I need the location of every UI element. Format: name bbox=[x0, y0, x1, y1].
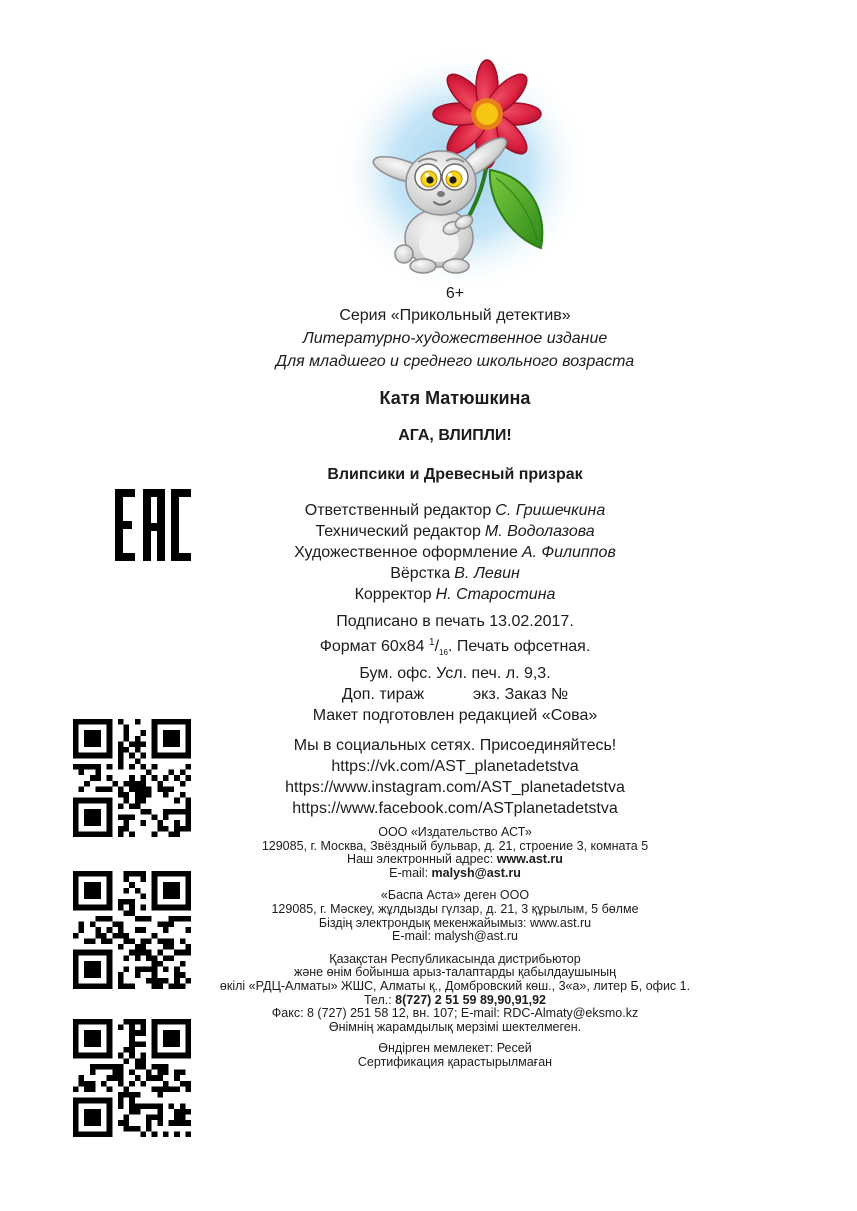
origin-block bbox=[95, 1042, 815, 1069]
distributor-phone: Тел.: 8(727) 2 51 59 89,90,91,92 bbox=[363, 992, 546, 1007]
publisher-ru-web: Наш электронный адрес: www.ast.ru bbox=[347, 852, 563, 867]
certification-line: Сертификация қарастырылмаған bbox=[357, 1054, 553, 1069]
bunny-flower-art bbox=[340, 42, 600, 287]
publisher-kz-name: «Баспа Аста» деген ООО bbox=[380, 888, 530, 903]
layout-line: Макет подготовлен редакцией «Сова» bbox=[312, 707, 598, 724]
publisher-kz-email: E-mail: malysh@ast.ru bbox=[392, 929, 518, 944]
distributor-line-3: өкілі «РДЦ-Алматы» ЖШС, Алматы қ., Домбровский көш., 3«а», литер Б, офис 1. bbox=[219, 978, 691, 993]
social-link-vk[interactable]: https://vk.com/AST_planetadetstva bbox=[331, 758, 579, 775]
series-line: Серия «Прикольный детектив» bbox=[339, 307, 571, 324]
book-subtitle: Влипсики и Древесный призрак bbox=[327, 466, 583, 483]
bunny-nose bbox=[437, 191, 445, 197]
origin-country-line: Өндірген мемлекет: Ресей bbox=[378, 1041, 532, 1056]
social-heading: Мы в социальных сетях. Присоединяйтесь! bbox=[293, 737, 617, 754]
publisher-ru-name: ООО «Издательство АСТ» bbox=[378, 825, 532, 839]
flower-center bbox=[476, 103, 498, 125]
distributor-fax: Факс: 8 (727) 251 58 12, вн. 107; E-mail: RDC-Almaty@eksmo.kz bbox=[271, 1006, 639, 1021]
shelf-life-line: Өнімнің жарамдылық мерзімі шектелмеген. bbox=[328, 1019, 582, 1034]
signed-to-print-line: Подписано в печать 13.02.2017. bbox=[336, 613, 574, 630]
age-rating: 6+ bbox=[445, 285, 465, 302]
publisher-kz-block bbox=[95, 889, 815, 943]
publisher-kz-address: 129085, г. Мәскеу, жұлдызды гүлзар, д. 21, 3 құрылым, 5 бөлме bbox=[271, 901, 639, 916]
credit-line: Корректор Н. Старостина bbox=[354, 586, 556, 603]
tirazh-line: Доп. тираж экз. Заказ № bbox=[341, 686, 569, 703]
book-title: АГА, ВЛИПЛИ! bbox=[398, 427, 512, 444]
publisher-ru-block bbox=[95, 826, 815, 880]
credits-block bbox=[95, 500, 815, 605]
publisher-ru-address: 129085, г. Москва, Звёздный бульвар, д. 21, строение 3, комната 5 bbox=[261, 838, 649, 853]
fraction-denominator: 16 bbox=[439, 648, 448, 657]
author-name: Катя Матюшкина bbox=[379, 388, 531, 408]
credit-line: Вёрстка В. Левин bbox=[390, 565, 520, 582]
audience-line: Для младшего и среднего школьного возраста bbox=[275, 353, 635, 370]
format-line: Формат 60х84 $^1/_{16}$. Печать офсетная. bbox=[319, 637, 591, 657]
colophon-text-column bbox=[95, 283, 815, 1070]
social-link-instagram[interactable]: https://www.instagram.com/AST_planetadetstva bbox=[285, 779, 625, 796]
distributor-kz-block bbox=[95, 953, 815, 1035]
distributor-line-2: және өнім бойынша арыз-талаптарды қабылдаушының bbox=[293, 965, 617, 980]
distributor-line-1: Қазақстан Республикасында дистрибьютор bbox=[329, 951, 581, 966]
social-link-facebook[interactable]: https://www.facebook.com/ASTplanetadetstva bbox=[292, 800, 618, 817]
publisher-kz-web: Біздің электрондық мекенжайымыз: www.ast.ru bbox=[318, 915, 592, 930]
edition-type-line: Литературно-художественное издание bbox=[302, 330, 608, 347]
social-block bbox=[95, 735, 815, 819]
publisher-ru-email: E-mail: malysh@ast.ru bbox=[389, 865, 521, 880]
credit-line: Ответственный редактор С. Гришечкина bbox=[304, 502, 606, 519]
imprint-block bbox=[95, 611, 815, 726]
credit-line: Художественное оформление А. Филиппов bbox=[294, 544, 616, 561]
bunny-flower-illustration bbox=[340, 42, 600, 287]
paper-line: Бум. офс. Усл. печ. л. 9,3. bbox=[359, 665, 551, 682]
fraction-numerator: 1 bbox=[429, 637, 435, 648]
credit-line: Технический редактор М. Водолазова bbox=[315, 523, 595, 540]
